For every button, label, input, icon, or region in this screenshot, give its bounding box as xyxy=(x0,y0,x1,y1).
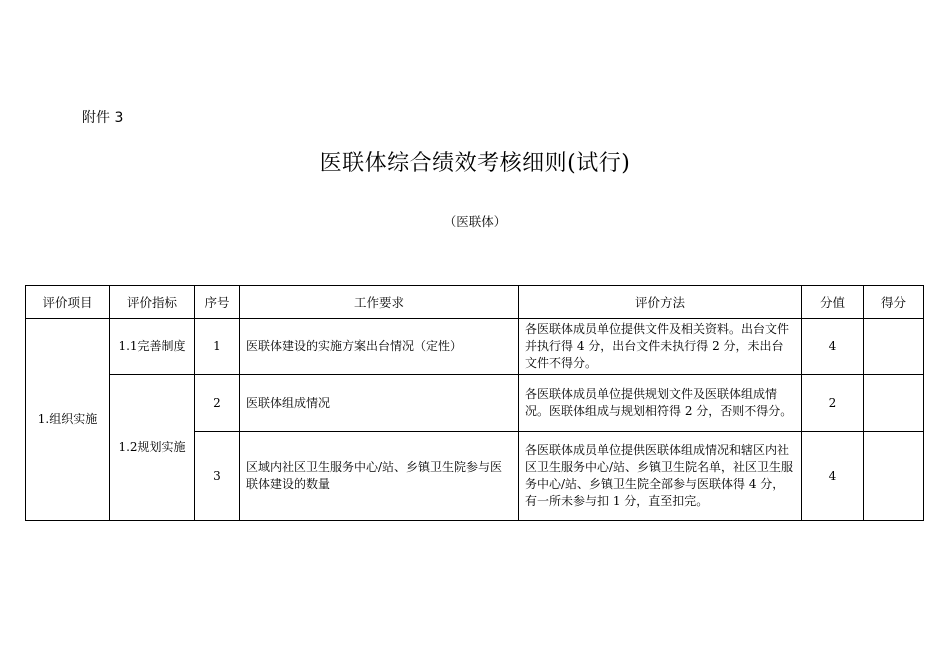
obtained-cell[interactable] xyxy=(864,319,924,375)
method-cell: 各医联体成员单位提供规划文件及医联体组成情况。医联体组成与规划相符得 2 分，否则不得分。 xyxy=(519,375,802,432)
requirement-cell: 医联体建设的实施方案出台情况（定性） xyxy=(240,319,519,375)
method-cell: 各医联体成员单位提供文件及相关资料。出台文件并执行得 4 分，出台文件未执行得 2 分，未出台文件不得分。 xyxy=(519,319,802,375)
indicator-cell: 1.1完善制度 xyxy=(110,319,195,375)
header-indicator: 评价指标 xyxy=(110,286,195,319)
requirement-cell: 区域内社区卫生服务中心/站、乡镇卫生院参与医联体建设的数量 xyxy=(240,432,519,521)
document-title: 医联体综合绩效考核细则(试行) xyxy=(319,151,631,176)
requirement-cell: 医联体组成情况 xyxy=(240,375,519,432)
table-header-row xyxy=(26,286,924,319)
attachment-label: 附件 3 xyxy=(82,110,124,126)
assessment-table xyxy=(25,285,924,521)
score-cell: 4 xyxy=(802,432,864,521)
header-seq: 序号 xyxy=(195,286,240,319)
header-requirement: 工作要求 xyxy=(240,286,519,319)
document-subtitle: （医联体） xyxy=(443,214,507,229)
indicator-cell: 1.2规划实施 xyxy=(110,375,195,521)
table-row xyxy=(26,319,924,375)
header-score: 分值 xyxy=(802,286,864,319)
header-project: 评价项目 xyxy=(26,286,110,319)
score-cell: 2 xyxy=(802,375,864,432)
seq-cell: 2 xyxy=(195,375,240,432)
obtained-cell[interactable] xyxy=(864,432,924,521)
seq-cell: 1 xyxy=(195,319,240,375)
method-cell: 各医联体成员单位提供医联体组成情况和辖区内社区卫生服务中心/站、乡镇卫生院名单，社区卫生服务中心/站、乡镇卫生院全部参与医联体得 4 分，有一所未参与扣 1 分，直至扣完。 xyxy=(519,432,802,521)
obtained-cell[interactable] xyxy=(864,375,924,432)
project-cell: 1.组织实施 xyxy=(26,319,110,521)
header-method: 评价方法 xyxy=(519,286,802,319)
header-obtained: 得分 xyxy=(864,286,924,319)
table-row xyxy=(26,375,924,432)
score-cell: 4 xyxy=(802,319,864,375)
seq-cell: 3 xyxy=(195,432,240,521)
